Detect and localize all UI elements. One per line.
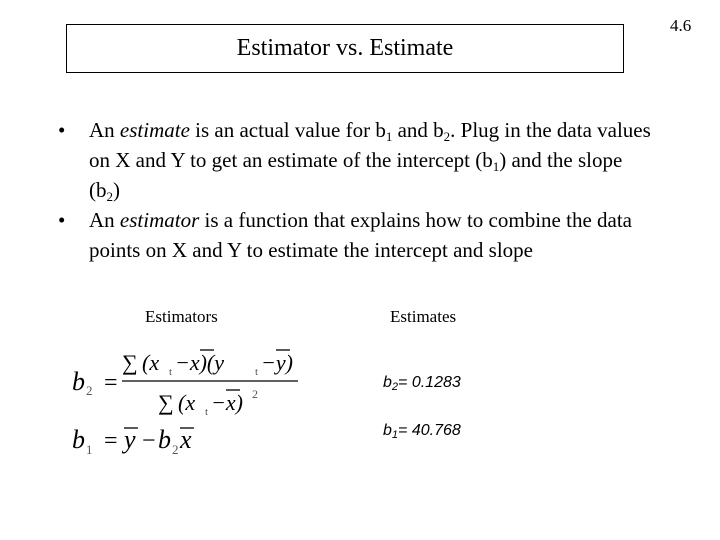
bullet-text-part: is an actual value for b	[189, 118, 386, 142]
bullet-text	[89, 118, 651, 202]
estimators-heading: Estimators	[145, 307, 218, 326]
estimate-label: b	[383, 374, 392, 391]
bullet-text	[89, 208, 632, 262]
bullet-text-part: . Plug in the data values on X and Y to get an estimate of the intercept (b	[89, 118, 651, 172]
estimate-label: b	[383, 422, 392, 439]
estimate-b1	[383, 422, 461, 440]
denominator-tail: −x)	[211, 390, 243, 415]
b1-minus: −	[142, 428, 156, 454]
bullet-text-part: ) and the slope (b	[89, 148, 623, 202]
subscript-t: t	[255, 366, 259, 378]
estimator-formulas	[68, 340, 318, 470]
slide-title: Estimator vs. Estimate	[236, 35, 454, 61]
estimate-subscript: 2	[391, 381, 399, 393]
b2-lhs: b	[72, 367, 85, 396]
b1-lhs-subscript: 1	[86, 442, 93, 457]
bullet-symbol: •	[58, 208, 66, 232]
sum-symbol: ∑	[122, 350, 138, 375]
numerator-tail: −y)	[261, 350, 293, 375]
subscript-t: t	[169, 366, 173, 378]
bullet-estimate	[58, 115, 658, 205]
b2-lhs-subscript: 2	[86, 383, 93, 398]
b1-lhs: b	[72, 425, 85, 454]
bullet-symbol: •	[58, 118, 66, 142]
bullet-list	[58, 115, 658, 265]
numerator-x: (x	[142, 350, 160, 375]
b1-equals: =	[104, 428, 118, 454]
bullet-text-part: is a function that explains how to combine the data points on X and Y to estimate the intercept and slope	[89, 208, 632, 262]
sum-symbol: ∑	[158, 390, 174, 415]
subscript: 1	[385, 129, 393, 144]
denominator-x: (x	[178, 390, 196, 415]
bullet-text-part: An	[89, 208, 120, 232]
bullet-text-part: )	[113, 178, 120, 202]
subscript: 2	[443, 129, 451, 144]
estimate-subscript: 1	[391, 429, 399, 441]
b1-b-subscript: 2	[172, 442, 179, 457]
estimates-heading: Estimates	[390, 307, 457, 326]
estimate-value-text: = 40.768	[398, 422, 461, 439]
term-estimate: estimate	[119, 118, 190, 142]
term-estimator: estimator	[119, 208, 200, 232]
bullet-estimator	[58, 205, 658, 265]
b1-b-symbol: b	[158, 425, 171, 454]
title-box	[66, 24, 624, 73]
b2-equals: =	[104, 370, 118, 396]
slide-number: 4.6	[670, 16, 692, 35]
b2-formula	[72, 350, 298, 418]
estimate-b2	[383, 374, 461, 392]
subscript-t: t	[205, 406, 209, 418]
ybar-symbol: y	[124, 425, 136, 454]
estimate-value-text: = 0.1283	[398, 374, 461, 391]
bullet-text-part: An	[89, 118, 120, 142]
b1-formula	[72, 425, 194, 457]
subscript: 2	[106, 189, 113, 204]
bullet-text-part: and b	[392, 118, 444, 142]
square-superscript: 2	[252, 387, 258, 401]
numerator-mid: −x)(y	[175, 350, 225, 375]
xbar-symbol: x	[180, 425, 192, 454]
subscript: 1	[492, 159, 500, 174]
